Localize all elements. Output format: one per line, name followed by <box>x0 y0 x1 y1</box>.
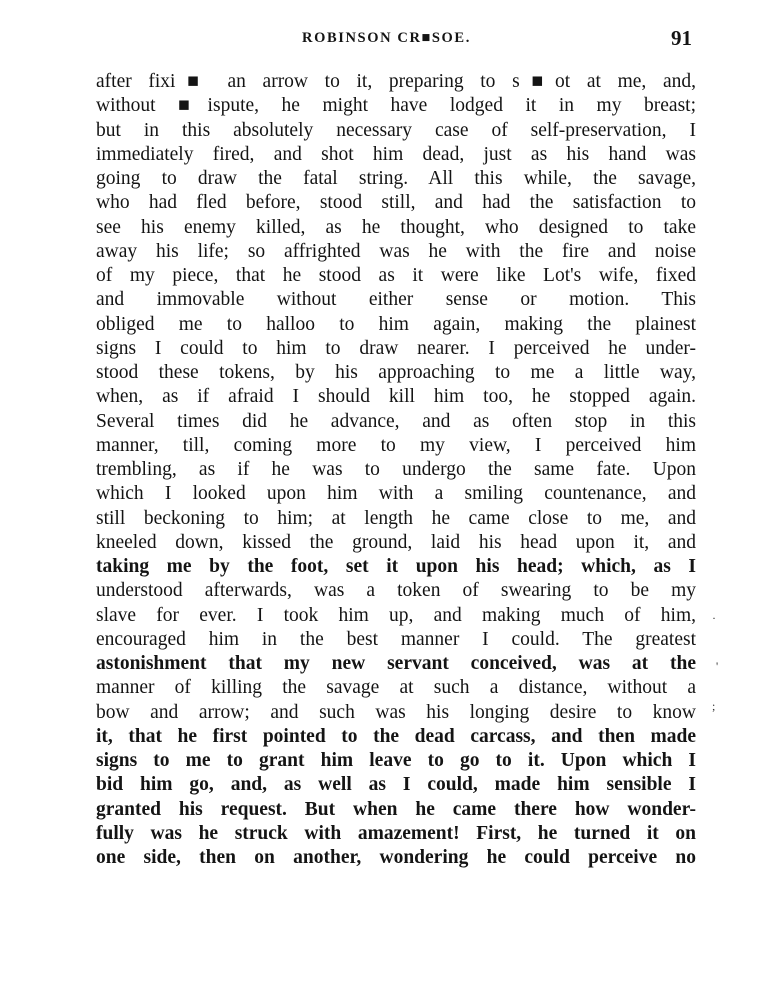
text-line: obliged me to halloo to him again, making the plainest <box>96 313 696 335</box>
text-line: encouraged him in the best manner I could. The greatest <box>96 628 696 650</box>
text-line: who had fled before, stood still, and had the satisfaction to <box>96 192 696 214</box>
text-line: still beckoning to him; at length he came close to me, and <box>96 507 696 529</box>
text-line: but in this absolutely necessary case of self-preservation, I <box>96 119 696 141</box>
text-line: it, that he first pointed to the dead carcass, and then made <box>96 725 696 747</box>
text-line: manner, till, coming more to my view, I perceived him <box>96 434 696 456</box>
text-line: away his life; so affrighted was he with the fire and noise <box>96 240 696 262</box>
running-head <box>96 28 696 52</box>
text-line: manner of killing the savage at such a distance, without a <box>96 677 696 699</box>
text-line: understood afterwards, was a token of swearing to be my <box>96 580 696 602</box>
text-line: one side, then on another, wondering he could perceive no <box>96 847 696 868</box>
page-number: 91 <box>671 26 692 50</box>
text-line: stood these tokens, by his approaching to me a little way, <box>96 362 696 383</box>
text-line: Several times did he advance, and as often stop in this <box>96 410 696 432</box>
text-line: bow and arrow; and such was his longing desire to know <box>96 701 696 723</box>
body-text <box>96 70 696 870</box>
text-line: slave for ever. I took him up, and making much of him, <box>96 604 696 626</box>
text-line: going to draw the fatal string. All this while, the savage, <box>96 168 696 189</box>
text-line: trembling, as if he was to undergo the same fate. Upon <box>96 459 696 480</box>
text-line: astonishment that my new servant conceived, was at the <box>96 653 696 674</box>
text-line: granted his request. But when he came there how wonder- <box>96 798 696 820</box>
text-line: see his enemy killed, as he thought, who designed to take <box>96 216 696 238</box>
text-line: taking me by the foot, set it upon his head; which, as I <box>96 556 696 577</box>
text-line: when, as if afraid I should kill him too, he stopped again. <box>96 386 696 408</box>
margin-speck: ; <box>712 699 716 713</box>
text-line: kneeled down, kissed the ground, laid his head upon it, and <box>96 531 696 553</box>
margin-speck: · <box>712 611 716 625</box>
text-line: and immovable without either sense or motion. This <box>96 289 696 311</box>
text-line: which I looked upon him with a smiling countenance, and <box>96 483 696 505</box>
text-line: bid him go, and, as well as I could, made him sensible I <box>96 774 696 796</box>
text-line: after fixi■ an arrow to it, preparing to s■ot at me, and, <box>96 71 696 92</box>
running-title: ROBINSON CR■SOE. <box>302 30 471 46</box>
text-line: fully was he struck with amazement! First, he turned it on <box>96 822 696 844</box>
text-line: signs to me to grant him leave to go to it. Upon which I <box>96 750 696 771</box>
text-line: of my piece, that he stood as it were like Lot's wife, fixed <box>96 265 696 286</box>
margin-speck: ' <box>716 659 719 673</box>
text-line: without ■ispute, he might have lodged it in my breast; <box>96 95 696 117</box>
text-line: signs I could to him to draw nearer. I perceived he under- <box>96 337 696 359</box>
text-line: immediately fired, and shot him dead, just as his hand was <box>96 143 696 165</box>
